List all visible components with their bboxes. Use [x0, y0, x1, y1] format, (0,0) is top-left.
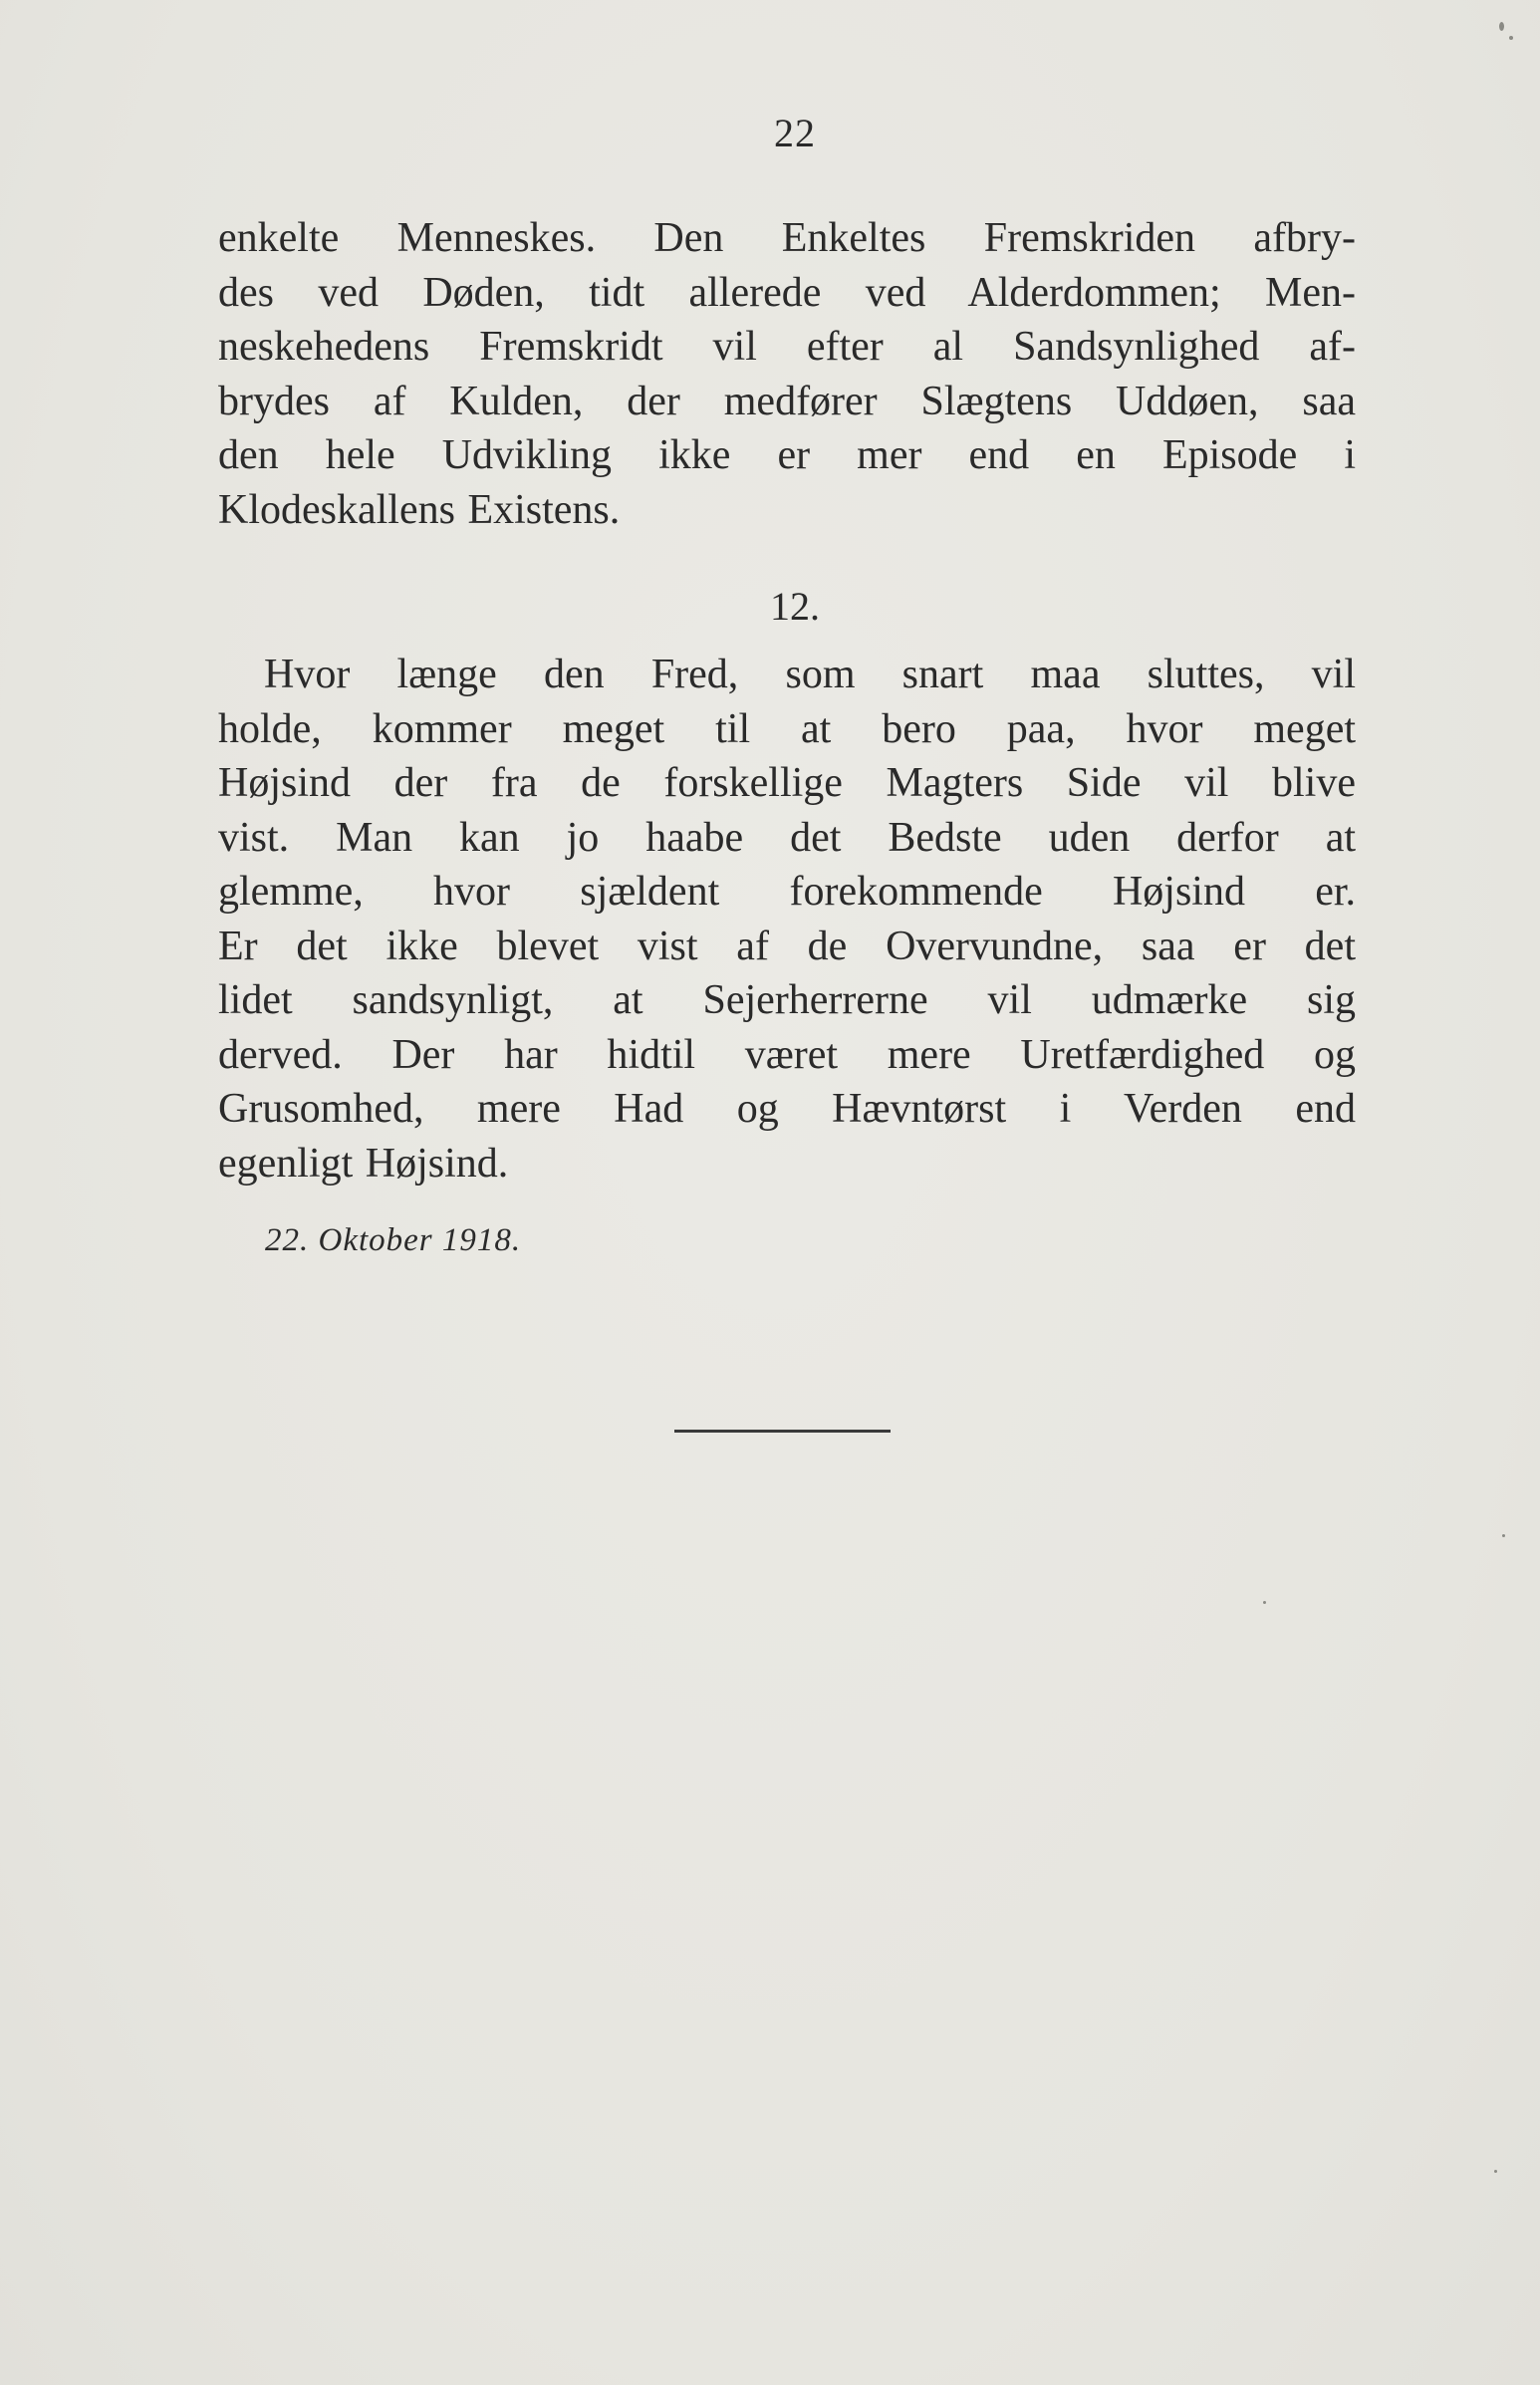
- text-line: vist. Man kan jo haabe det Bedste uden derfor at: [218, 814, 1356, 861]
- text-line: Hvor længe den Fred, som snart maa sluttes, vil: [264, 652, 1356, 697]
- page-number: 22: [774, 111, 816, 155]
- text-line: Grusomhed, mere Had og Hævntørst i Verden end: [218, 1086, 1356, 1132]
- text-line: Klodeskallens Existens.: [218, 486, 621, 533]
- text-line: Er det ikke blevet vist af de Overvundne, saa er det: [218, 923, 1356, 969]
- paper-speck: [1509, 36, 1513, 40]
- text-line: egenligt Højsind.: [218, 1140, 509, 1187]
- paper-speck: [1499, 22, 1504, 31]
- section-number: 12.: [770, 584, 820, 629]
- paper-speck: [1494, 2170, 1497, 2173]
- text-line: holde, kommer meget til at bero paa, hvor meget: [218, 705, 1356, 752]
- paper-speck: [1263, 1601, 1266, 1604]
- text-line: derved. Der har hidtil været mere Uretfærdighed og: [218, 1031, 1356, 1078]
- text-line: Højsind der fra de forskellige Magters Side vil blive: [218, 760, 1356, 806]
- paper-speck: [1502, 1534, 1505, 1537]
- paragraph-1: [218, 211, 1356, 537]
- end-rule-divider: [674, 1430, 891, 1433]
- text-line: enkelte Menneskes. Den Enkeltes Fremskriden afbry-: [218, 215, 1356, 261]
- text-line: den hele Udvikling ikke er mer end en Episode i: [218, 432, 1356, 478]
- text-line: glemme, hvor sjældent forekommende Højsind er.: [218, 869, 1356, 915]
- text-line: des ved Døden, tidt allerede ved Alderdommen; Men-: [218, 269, 1356, 316]
- text-line: neskehedens Fremskridt vil efter al Sandsynlighed af-: [218, 324, 1356, 370]
- text-line: brydes af Kulden, der medfører Slægtens Uddøen, saa: [218, 378, 1356, 424]
- paragraph-2: [218, 648, 1356, 1191]
- date-signature: 22. Oktober 1918.: [265, 1222, 522, 1258]
- text-line: lidet sandsynligt, at Sejerherrerne vil udmærke sig: [218, 977, 1356, 1023]
